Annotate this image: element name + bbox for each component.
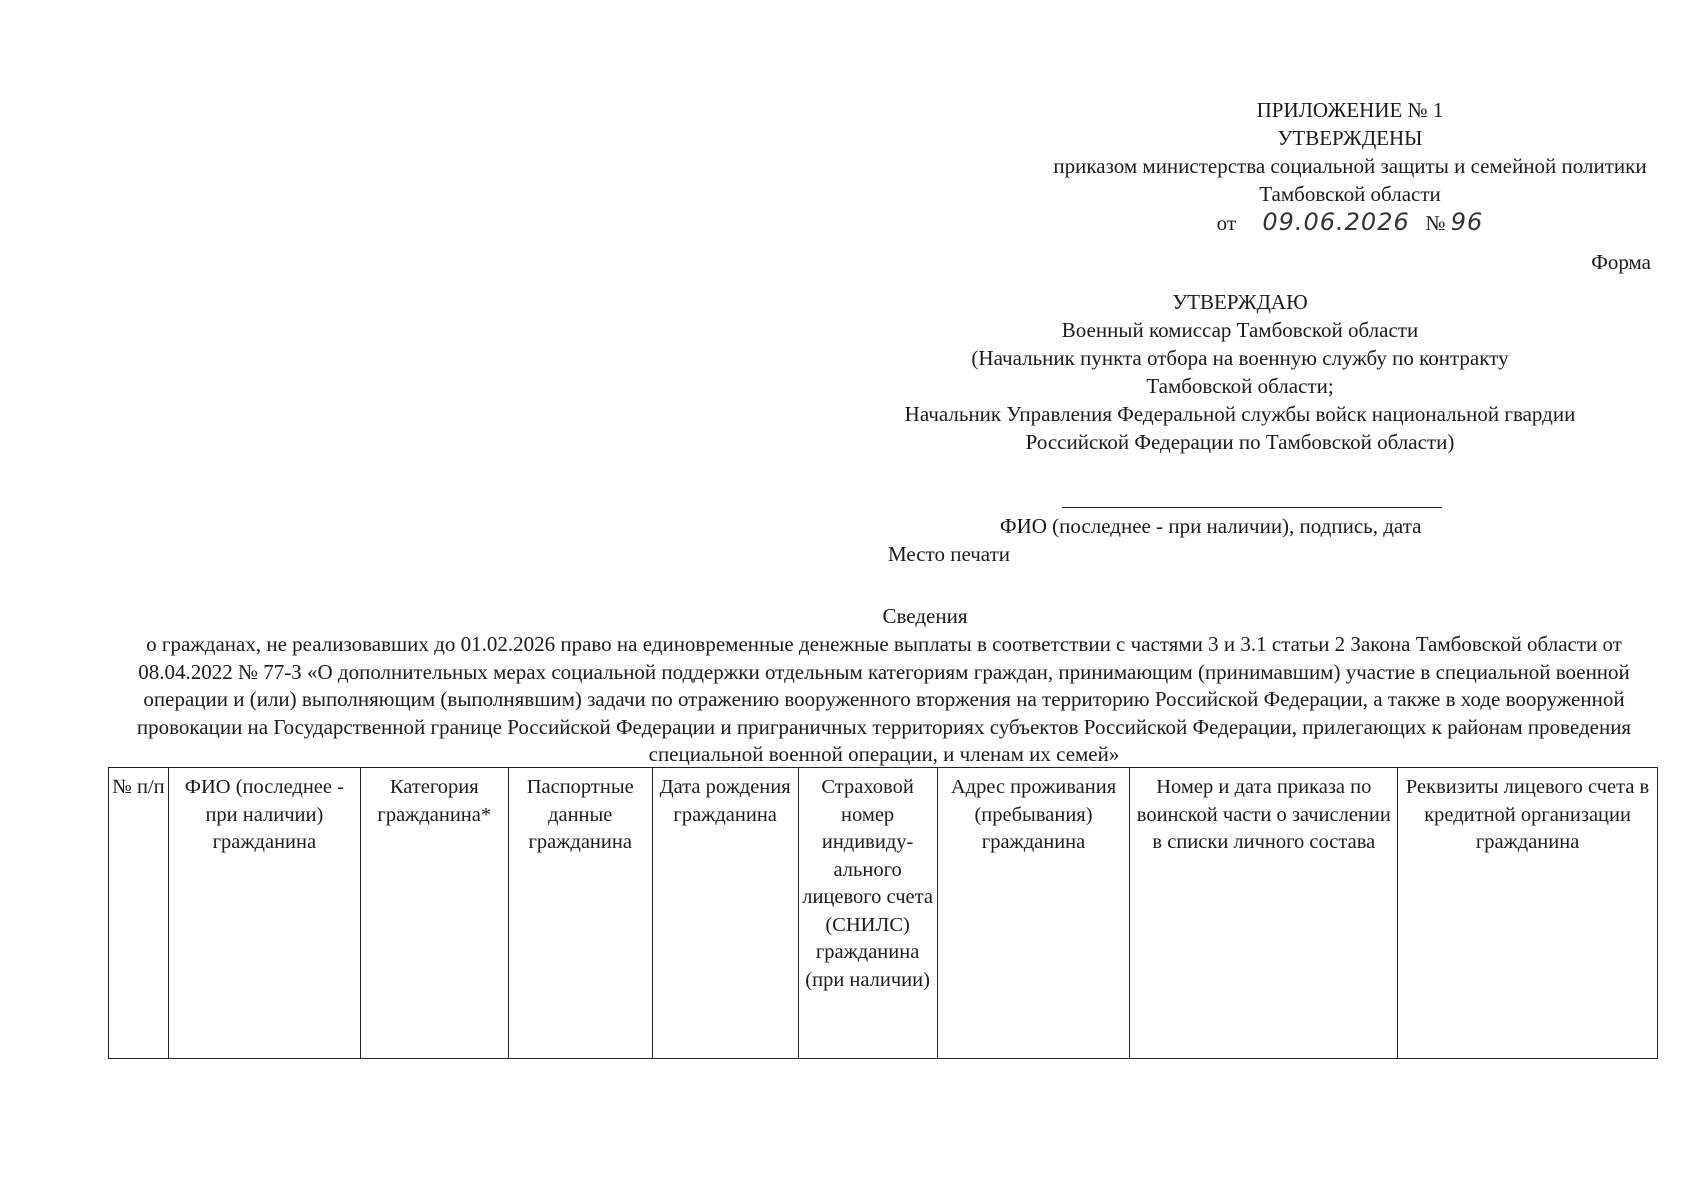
header-cell-number: № п/п xyxy=(109,768,169,1059)
form-label: Форма xyxy=(1591,250,1651,274)
citizens-table xyxy=(108,767,1658,1059)
header-cell-account: Реквизиты лицевого счета в кредитной организации гражданина xyxy=(1398,768,1658,1059)
approve-line-2: (Начальник пункта отбора на военную службу по контракту xyxy=(971,346,1509,370)
info-description: о гражданах, не реализовавших до 01.02.2026 право на единовременные денежные выплаты в соответствии с частями 3 и 3.1 статьи 2 Закона Тамбовской области от 08.04.2022 № 77-З «О дополнительных мерах социальной поддержки отдельным категориям граждан, принимающим (принимавшим) участие в специальной военной операции и (или) выполняющим (выполнявшим) задачи по отражению вооруженного вторжения на территорию Российской Федерации, а также в ходе вооруженной провокации на Государственной границе Российской Федерации и приграничных территориях субъектов Российской Федерации, прилегающих к районам проведения специальной военной операции, и членам их семей» xyxy=(136,632,1632,766)
approve-line-5: Российской Федерации по Тамбовской области) xyxy=(1025,430,1455,454)
number-sign: № xyxy=(1425,211,1446,235)
info-title: Сведения xyxy=(882,604,968,628)
approve-line-4: Начальник Управления Федеральной службы войск национальной гвардии xyxy=(904,402,1576,426)
header-cell-fio: ФИО (последнее - при наличии) гражданина xyxy=(168,768,360,1059)
header-cell-birthdate: Дата рождения гражданина xyxy=(652,768,798,1059)
approve-title: УТВЕРЖДАЮ xyxy=(1172,290,1308,314)
header-cell-category: Категория гражданина* xyxy=(360,768,508,1059)
header-cell-snils: Страховой номер индивиду-ального лицевого счета (СНИЛС) гражданина (при наличии) xyxy=(798,768,937,1059)
approve-line-3: Тамбовской области; xyxy=(1146,374,1334,398)
order-date-line xyxy=(880,208,1697,237)
table-header-row xyxy=(109,768,1658,1059)
annex-order: приказом министерства социальной защиты и семейной политики xyxy=(1053,154,1647,178)
approve-block xyxy=(820,288,1660,456)
annex-region: Тамбовской области xyxy=(1259,182,1441,206)
date-prefix: от xyxy=(1216,211,1237,235)
annex-block xyxy=(880,96,1697,237)
header-cell-address: Адрес проживания (пребывания) гражданина xyxy=(937,768,1130,1059)
signature-caption: ФИО (последнее - при наличии), подпись, дата xyxy=(1000,514,1422,538)
annex-approved: УТВЕРЖДЕНЫ xyxy=(1277,126,1423,150)
annex-number: ПРИЛОЖЕНИЕ № 1 xyxy=(1256,98,1444,122)
approve-line-1: Военный комиссар Тамбовской области xyxy=(1061,318,1419,342)
header-cell-order: Номер и дата приказа по воинской части о зачислении в списки личного состава xyxy=(1130,768,1398,1059)
signature-line[interactable] xyxy=(1062,507,1442,508)
stamp-place: Место печати xyxy=(888,542,1011,566)
handwritten-number: 96 xyxy=(1450,208,1484,236)
header-cell-passport: Паспортные данные гражданина xyxy=(508,768,652,1059)
handwritten-date: 09.06.2026 xyxy=(1262,208,1410,236)
